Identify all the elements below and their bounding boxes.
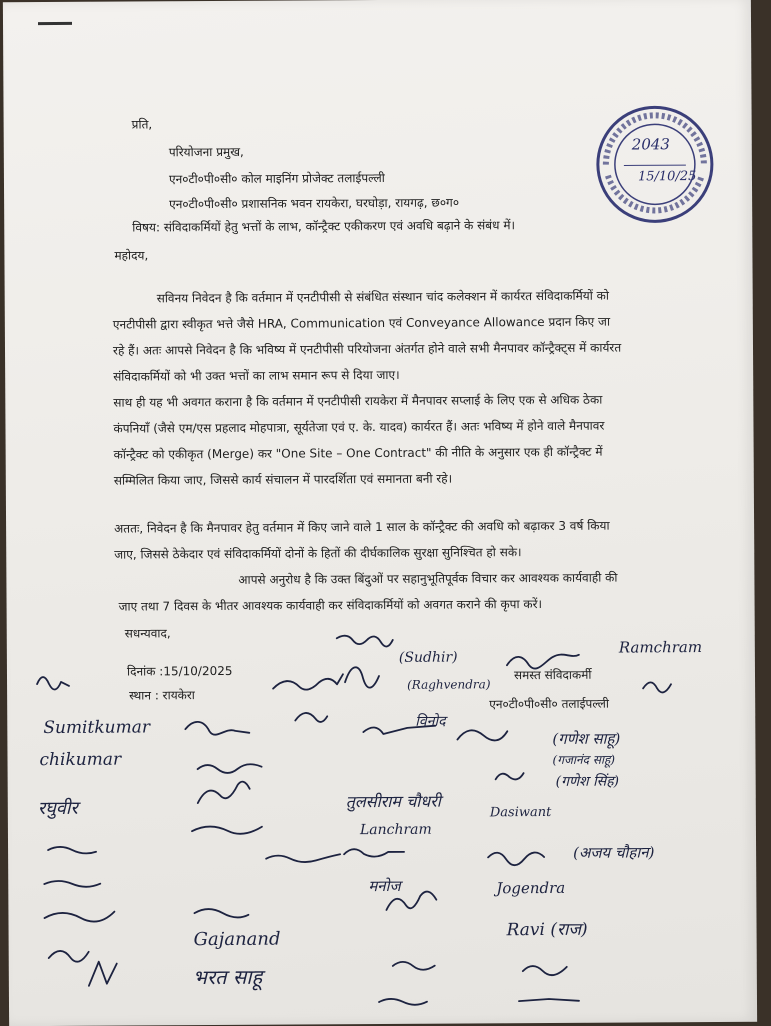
signature: Gajanand <box>194 929 281 951</box>
stamp-date: 15/10/25 <box>638 169 696 184</box>
signature-scribbles <box>7 628 757 1026</box>
subject-line: विषय: संविदाकर्मियों हेतु भत्तों के लाभ, कॉन्ट्रैक्ट एकीकरण एवं अवधि बढ़ाने के संबंध में। <box>132 217 515 236</box>
signature: विनोद <box>415 712 445 731</box>
body-paragraph-3: अततः, निवेदन है कि मैनपावर हेतु वर्तमान में किए जाने वाले 1 साल के कॉन्ट्रैक्ट की अवधि को बढ़ाकर 3 वर्ष किया जाए, जिससे ठेकेदार एवं संविदाकर्मियों दोनों के हितों की दीर्घकालिक सुरक्षा सुनिश्चित हो सके। <box>114 513 619 568</box>
stamp-number: 2043 <box>632 135 670 153</box>
signature: मनोज <box>368 876 400 896</box>
place-line: स्थान : रायकेरा <box>129 687 195 704</box>
receipt-stamp <box>594 103 717 226</box>
body-paragraph-2: साथ ही यह भी अवगत कराना है कि वर्तमान में एनटीपीसी रायकेरा में मैनपावर सप्लाई के लिए एक से अधिक ठेका कंपनियाँ (जैसे एम/एस प्रहलाद मोहपात्रा, सूर्यतेजा एवं ए. के. यादव) कार्यरत हैं। अतः भविष्य में होने वाले मैनपावर कॉन्ट्रैक्ट को एकीकृत (Merge) कर "One Site – One Contract" की नीति के अनुसार एक ही कॉन्ट्रैक्ट में सम्मिलित किया जाए, जिससे कार्य संचालन में पारदर्शिता एवं समानता बनी रहे। <box>113 386 626 493</box>
prati-label: प्रति, <box>132 116 153 132</box>
salutation: महोदय, <box>114 247 148 263</box>
signature: रघुवीर <box>38 796 78 820</box>
signature: Sumitkumar <box>43 717 150 738</box>
date-line: दिनांक :15/10/2025 <box>127 663 233 680</box>
stamp-seal-icon <box>594 103 717 226</box>
signature: (गजानंद साहू) <box>552 751 615 768</box>
body-paragraph-4: आपसे अनुरोध है कि उक्त बिंदुओं पर सहानुभूतिपूर्वक विचार कर आवश्यक कार्यवाही की जाए तथा 7 दिवस के भीतर आवश्यक कार्यवाही कर संविदाकर्मियों को अवगत कराने की कृपा करें। <box>118 565 621 620</box>
signature: (Sudhir) <box>399 650 458 666</box>
signature: Ravi (राज) <box>506 917 587 940</box>
signature: भरत साहू <box>193 963 262 990</box>
signature: (Raghvendra) <box>407 677 491 692</box>
signature: (गणेश साहू) <box>552 729 620 749</box>
closing: सधन्यवाद, <box>125 625 171 641</box>
sender-group: समस्त संविदाकर्मी <box>514 667 592 684</box>
recipient-title: परियोजना प्रमुख, <box>169 144 244 161</box>
recipient-project: एन०टी०पी०सी० कोल माइनिंग प्रोजेक्ट तलाईपल्ली <box>169 170 385 188</box>
signature: (अजय चौहान) <box>573 842 654 862</box>
recipient-address: एन०टी०पी०सी० प्रशासनिक भवन रायकेरा, घरघोड़ा, रायगढ़, छ०ग० <box>169 195 459 213</box>
sender-org: एन०टी०पी०सी० तलाईपल्ली <box>489 696 609 713</box>
signature: Ramchram <box>619 638 702 657</box>
margin-mark <box>38 22 72 25</box>
letter-sheet <box>3 0 757 1026</box>
signature: तुलसीराम चौधरी <box>346 790 441 813</box>
signature: Dasiwant <box>490 805 552 820</box>
body-paragraph-1: सविनय निवेदन है कि वर्तमान में एनटीपीसी से संबंधित संस्थान चांद कलेक्शन में कार्यरत संविदाकर्मियों को एनटीपीसी द्वारा स्वीकृत भत्ते जैसे HRA, Communication एवं Conveyance Allowance प्रदान किए जा रहे हैं। अतः आपसे निवेदन है कि भविष्य में एनटीपीसी परियोजना अंतर्गत होने वाले सभी मैनपावर कॉन्ट्रैक्ट्स में कार्यरत संविदाकर्मियों को भी उक्त भत्तों का लाभ समान रूप से दिया जाए। <box>113 283 626 390</box>
signature: Lanchram <box>360 822 432 838</box>
signature: (गणेश सिंह) <box>556 772 620 791</box>
signature: Jogendra <box>496 879 565 897</box>
signature: chikumar <box>39 750 121 770</box>
